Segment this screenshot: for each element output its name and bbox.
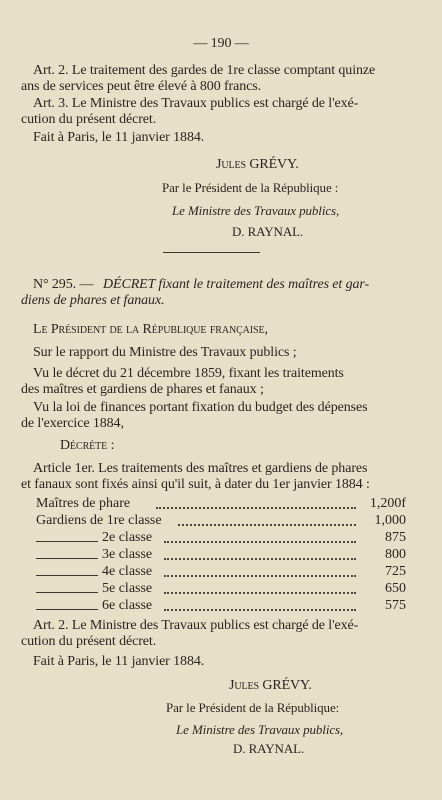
prev-art3-line2: cution du présent décret. — [21, 112, 157, 127]
prev-by-president: Par le Président de la République : — [162, 180, 339, 195]
salary-label: Gardiens de 1re classe — [36, 513, 162, 528]
leader-dots — [178, 524, 356, 526]
ditto-dash — [36, 541, 98, 542]
leader-dots — [164, 541, 356, 543]
prev-date: Fait à Paris, le 11 janvier 1884. — [33, 130, 205, 145]
salary-label: 3e classe — [102, 547, 153, 562]
salary-label: 4e classe — [102, 564, 153, 579]
ditto-dash — [36, 609, 98, 610]
salary-label: 5e classe — [102, 581, 153, 596]
article1-line2: et fanaux sont fixés ainsi qu'il suit, à dater du 1er janvier 1884 : — [21, 477, 370, 492]
leader-dots — [164, 609, 356, 611]
prev-art3-line1: Art. 3. Le Ministre des Travaux publics est chargé de l'exé- — [33, 96, 359, 111]
salary-row — [36, 530, 406, 546]
salary-value: 875 — [385, 530, 406, 545]
prev-art2-line2: ans de services peut être élevé à 800 francs. — [21, 79, 261, 94]
preamble-line-3: des maîtres et gardiens de phares et fanaux ; — [21, 382, 264, 397]
prev-signature: Jules GRÉVY. — [216, 157, 299, 172]
article2-line2: cution du présent décret. — [21, 634, 157, 649]
page-number: — 190 — — [193, 36, 249, 51]
decree-signature: Jules GRÉVY. — [229, 678, 312, 693]
salary-value: 650 — [385, 581, 406, 596]
decree-title-line1: DÉCRET fixant le traitement des maîtres et gar- — [103, 277, 370, 292]
salary-row — [36, 547, 406, 563]
salary-row — [36, 581, 406, 597]
preamble-line-2: Vu le décret du 21 décembre 1859, fixant les traitements — [33, 366, 344, 381]
article2-line1: Art. 2. Le Ministre des Travaux publics est chargé de l'exé- — [33, 618, 359, 633]
salary-label: 2e classe — [102, 530, 153, 545]
decree-minister-title: Le Ministre des Travaux publics, — [176, 722, 344, 737]
ditto-dash — [36, 592, 98, 593]
prev-art2-line1: Art. 2. Le traitement des gardes de 1re classe comptant quinze — [33, 63, 376, 78]
leader-dots — [156, 507, 356, 509]
salary-value: 800 — [385, 547, 406, 562]
salary-row — [36, 598, 406, 614]
decree-minister-name: D. RAYNAL. — [233, 741, 305, 756]
preamble-line-5: de l'exercice 1884, — [21, 416, 124, 431]
salary-row — [36, 564, 406, 580]
salary-label: Maîtres de phare — [36, 496, 131, 511]
salary-row — [36, 513, 406, 529]
preamble-line-4: Vu la loi de finances portant fixation du budget des dépenses — [33, 400, 368, 415]
prev-minister-title: Le Ministre des Travaux publics, — [172, 203, 340, 218]
salary-value: 725 — [385, 564, 406, 579]
salary-label: 6e classe — [102, 598, 153, 613]
decree-by-president: Par le Président de la République: — [166, 700, 340, 715]
preamble-line-1: Sur le rapport du Ministre des Travaux publics ; — [33, 345, 297, 360]
salary-value: 1,200f — [369, 496, 406, 511]
decree-date: Fait à Paris, le 11 janvier 1884. — [33, 654, 205, 669]
decree-title-line2: diens de phares et fanaux. — [21, 293, 165, 308]
leader-dots — [164, 592, 356, 594]
decree-number: N° 295. — — [33, 277, 94, 292]
salary-row — [36, 496, 406, 512]
prev-minister-name: D. RAYNAL. — [232, 224, 304, 239]
ditto-dash — [36, 575, 98, 576]
decree-issuer: Le Président de la République française, — [33, 322, 268, 337]
article1-line1: Article 1er. Les traitements des maîtres et gardiens de phares — [33, 461, 368, 476]
leader-dots — [164, 558, 356, 560]
salary-value: 1,000 — [374, 513, 406, 528]
decree-decrees: Décrète : — [60, 438, 115, 453]
ditto-dash — [36, 558, 98, 559]
section-divider — [163, 252, 260, 253]
salary-value: 575 — [385, 598, 406, 613]
leader-dots — [164, 575, 356, 577]
